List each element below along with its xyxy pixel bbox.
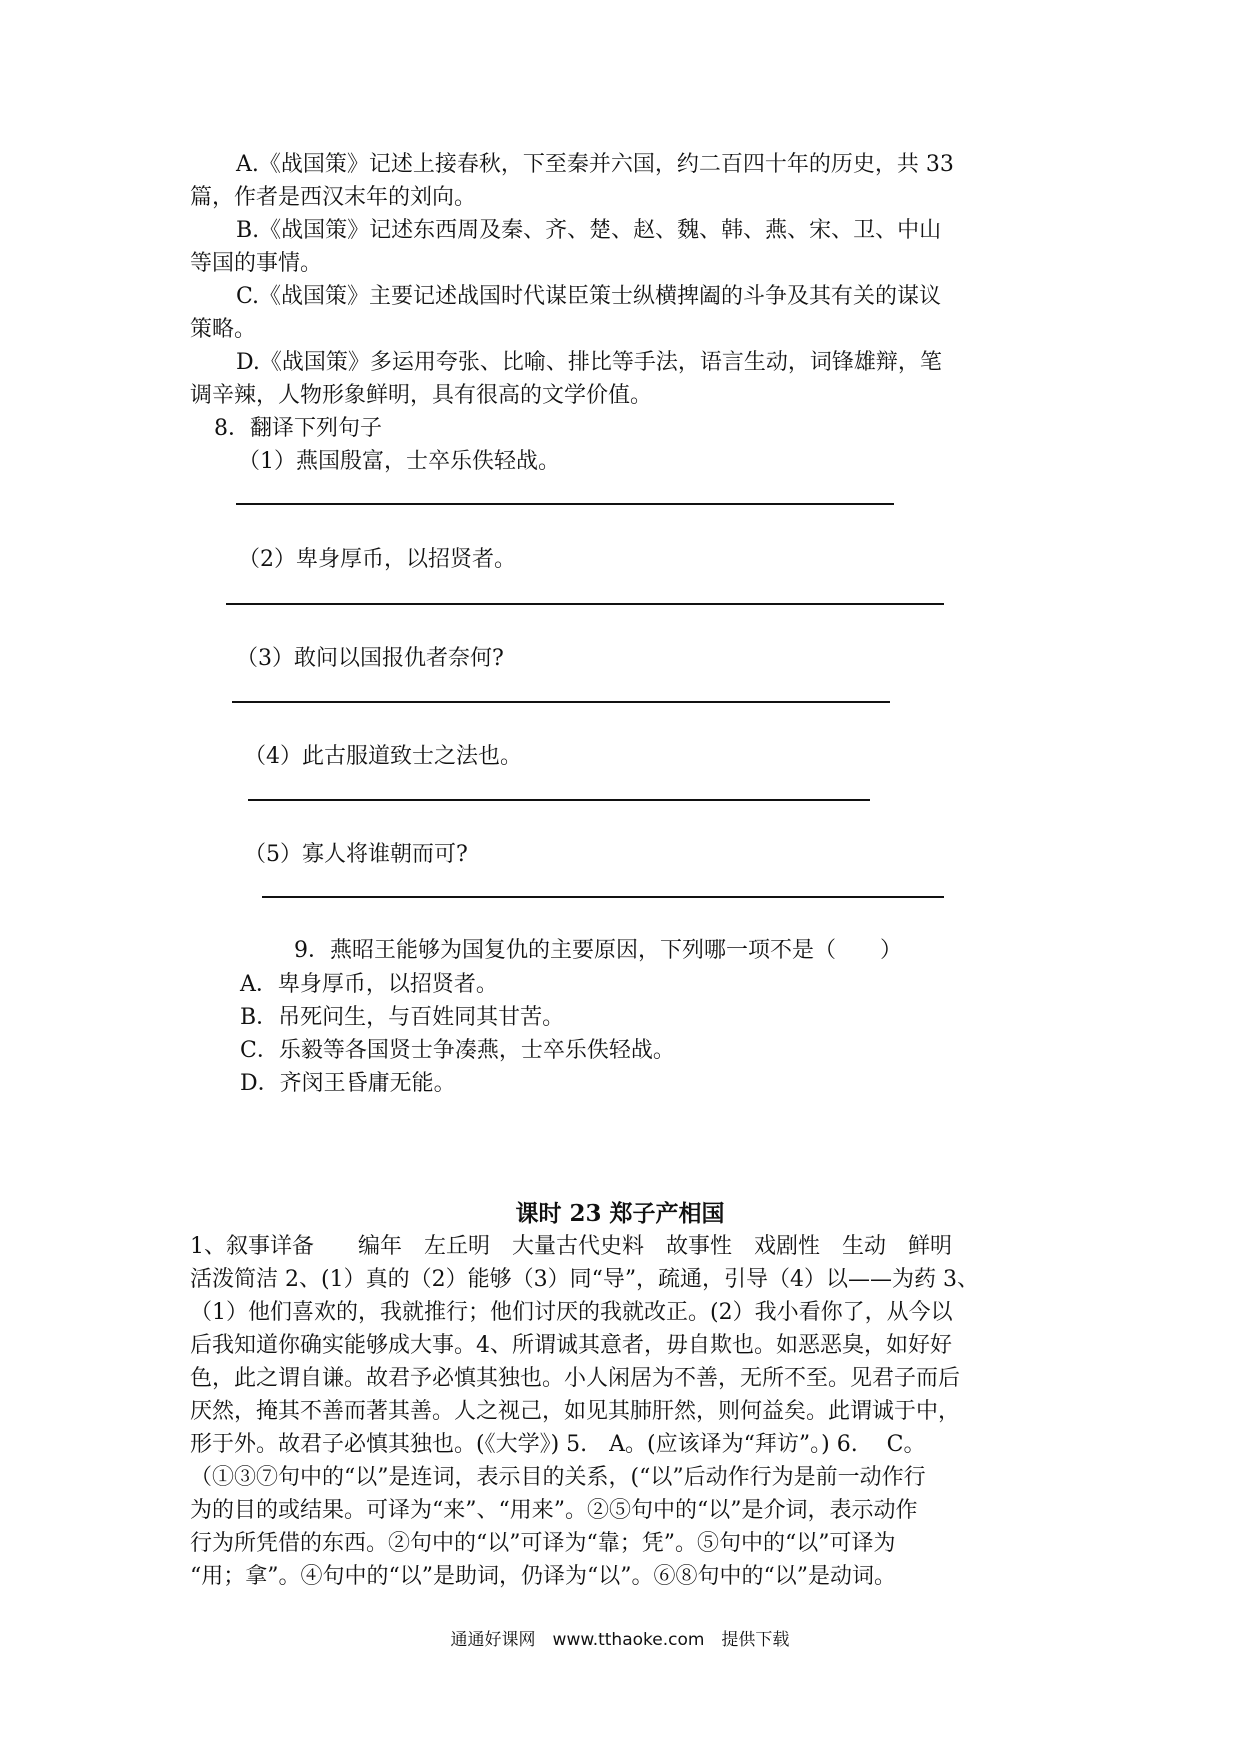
answer-line: 后我知道你确实能够成大事。4、所谓诚其意者，毋自欺也。如恶恶臭，如好好 — [190, 1333, 952, 1358]
question-8-sentence-4: （4）此古服道致士之法也。 — [244, 744, 522, 769]
answer-blank-3 — [232, 701, 890, 703]
answer-line: （1）他们喜欢的，我就推行；他们讨厌的我就改正。(2）我小看你了，从今以 — [190, 1300, 953, 1325]
option-b-line-1: B.《战国策》记述东西周及秦、齐、楚、赵、魏、韩、燕、宋、卫、中山 — [236, 218, 942, 243]
page-footer: 通通好课网 www.tthaoke.com 提供下载 — [450, 1630, 790, 1650]
answer-blank-4 — [248, 799, 870, 801]
answer-line: （①③⑦句中的“以”是连词，表示目的关系，(“以”后动作行为是前一动作行 — [190, 1465, 926, 1490]
answer-line: 1、叙事详备 编年 左丘明 大量古代史料 故事性 戏剧性 生动 鲜明 — [190, 1234, 952, 1259]
option-d-line-2: 调辛辣，人物形象鲜明，具有很高的文学价值。 — [190, 383, 653, 408]
answer-paragraph — [190, 1230, 1062, 1593]
option-a-line-1: A.《战国策》记述上接春秋，下至秦并六国，约二百四十年的历史，共 33 — [236, 152, 954, 177]
answer-line: “用；拿”。④句中的“以”是助词，仍译为“以”。⑥⑧句中的“以”是动词。 — [190, 1564, 896, 1589]
section-title: 课时 23 郑子产相国 — [515, 1200, 725, 1227]
question-8-sentence-3: （3）敢问以国报仇者奈何? — [236, 646, 504, 671]
question-8-title: 8．翻译下列句子 — [214, 416, 382, 441]
question-9-option-d: D．齐闵王昏庸无能。 — [240, 1071, 456, 1096]
question-9-option-c: C．乐毅等各国贤士争凑燕，士卒乐佚轻战。 — [240, 1038, 675, 1063]
answer-line: 活泼简洁 2、(1）真的（2）能够（3）同“导”，疏通，引导（4）以——为药 3、 — [190, 1267, 980, 1292]
question-9-option-a: A．卑身厚币，以招贤者。 — [240, 972, 498, 997]
option-c-line-1: C.《战国策》主要记述战国时代谋臣策士纵横捭阖的斗争及其有关的谋议 — [236, 284, 942, 309]
option-a-line-2: 篇，作者是西汉末年的刘向。 — [190, 185, 477, 210]
answer-line: 为的目的或结果。可译为“来”、“用来”。②⑤句中的“以”是介词，表示动作 — [190, 1498, 918, 1523]
answer-line: 行为所凭借的东西。②句中的“以”可译为“靠；凭”。⑤句中的“以”可译为 — [190, 1531, 896, 1556]
question-8-sentence-2: （2）卑身厚币，以招贤者。 — [238, 547, 516, 572]
option-d-line-1: D.《战国策》多运用夸张、比喻、排比等手法，语言生动，词锋雄辩，笔 — [236, 350, 942, 375]
answer-line: 厌然，掩其不善而著其善。人之视己，如见其肺肝然，则何益矣。此谓诚于中， — [190, 1399, 961, 1424]
question-8-sentence-1: （1）燕国殷富，士卒乐佚轻战。 — [238, 449, 560, 474]
question-9-option-b: B．吊死问生，与百姓同其甘苦。 — [240, 1005, 565, 1030]
option-c-line-2: 策略。 — [190, 317, 257, 342]
answer-line: 色，此之谓自谦。故君予必慎其独也。小人闲居为不善，无所不至。见君子而后 — [190, 1366, 961, 1391]
answer-line: 形于外。故君子必慎其独也。(《大学》) 5. A。(应该译为“拜访”。) 6. C。 — [190, 1432, 926, 1457]
answer-blank-2 — [226, 603, 944, 605]
option-b-line-2: 等国的事情。 — [190, 251, 323, 276]
question-8-sentence-5: （5）寡人将谁朝而可? — [244, 842, 468, 867]
question-9-title: 9．燕昭王能够为国复仇的主要原因，下列哪一项不是（ ） — [294, 938, 902, 963]
answer-blank-1 — [236, 503, 894, 505]
answer-blank-5 — [262, 896, 944, 898]
